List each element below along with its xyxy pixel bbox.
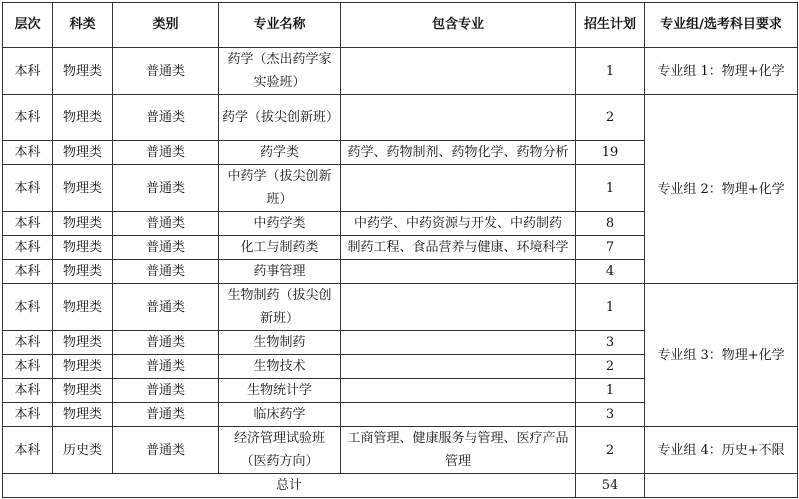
major-cell: 药学类 bbox=[219, 141, 341, 165]
level-cell: 本科 bbox=[3, 427, 53, 474]
header-includes: 包含专业 bbox=[341, 3, 576, 48]
subject-cell: 物理类 bbox=[53, 355, 113, 379]
major-cell: 药学（杰出药学家实验班） bbox=[219, 48, 341, 95]
total-row bbox=[3, 474, 798, 498]
includes-cell bbox=[341, 284, 576, 331]
level-cell: 本科 bbox=[3, 165, 53, 212]
group-cell: 专业组 3：物理+化学 bbox=[645, 284, 798, 427]
subject-cell: 物理类 bbox=[53, 165, 113, 212]
plan-cell: 2 bbox=[576, 355, 645, 379]
includes-cell bbox=[341, 355, 576, 379]
type-cell: 普通类 bbox=[113, 212, 219, 236]
level-cell: 本科 bbox=[3, 212, 53, 236]
includes-cell bbox=[341, 379, 576, 403]
admissions-table bbox=[2, 2, 798, 498]
total-empty bbox=[645, 474, 798, 498]
major-cell: 药事管理 bbox=[219, 260, 341, 284]
major-cell: 药学（拔尖创新班） bbox=[219, 95, 341, 141]
subject-cell: 物理类 bbox=[53, 48, 113, 95]
includes-cell bbox=[341, 331, 576, 355]
major-cell: 生物统计学 bbox=[219, 379, 341, 403]
subject-cell: 物理类 bbox=[53, 284, 113, 331]
includes-cell: 制药工程、食品营养与健康、环境科学 bbox=[341, 236, 576, 260]
header-major: 专业名称 bbox=[219, 3, 341, 48]
type-cell: 普通类 bbox=[113, 165, 219, 212]
plan-cell: 1 bbox=[576, 379, 645, 403]
includes-cell bbox=[341, 165, 576, 212]
plan-cell: 1 bbox=[576, 165, 645, 212]
header-level: 层次 bbox=[3, 3, 53, 48]
includes-cell: 药学、药物制剂、药物化学、药物分析 bbox=[341, 141, 576, 165]
major-cell: 生物技术 bbox=[219, 355, 341, 379]
subject-cell: 物理类 bbox=[53, 95, 113, 141]
table-row bbox=[3, 95, 798, 141]
level-cell: 本科 bbox=[3, 331, 53, 355]
includes-cell bbox=[341, 95, 576, 141]
type-cell: 普通类 bbox=[113, 355, 219, 379]
level-cell: 本科 bbox=[3, 236, 53, 260]
plan-cell: 2 bbox=[576, 95, 645, 141]
subject-cell: 物理类 bbox=[53, 141, 113, 165]
table-row bbox=[3, 48, 798, 95]
includes-cell bbox=[341, 403, 576, 427]
major-cell: 临床药学 bbox=[219, 403, 341, 427]
level-cell: 本科 bbox=[3, 355, 53, 379]
subject-cell: 物理类 bbox=[53, 236, 113, 260]
includes-cell bbox=[341, 260, 576, 284]
total-label: 总计 bbox=[3, 474, 576, 498]
level-cell: 本科 bbox=[3, 379, 53, 403]
table-row bbox=[3, 427, 798, 474]
type-cell: 普通类 bbox=[113, 379, 219, 403]
type-cell: 普通类 bbox=[113, 284, 219, 331]
group-cell: 专业组 4：历史+不限 bbox=[645, 427, 798, 474]
header-plan: 招生计划 bbox=[576, 3, 645, 48]
type-cell: 普通类 bbox=[113, 403, 219, 427]
plan-cell: 8 bbox=[576, 212, 645, 236]
level-cell: 本科 bbox=[3, 141, 53, 165]
group-cell: 专业组 1：物理+化学 bbox=[645, 48, 798, 95]
plan-cell: 4 bbox=[576, 260, 645, 284]
plan-cell: 3 bbox=[576, 331, 645, 355]
subject-cell: 物理类 bbox=[53, 379, 113, 403]
group-cell: 专业组 2：物理+化学 bbox=[645, 95, 798, 284]
total-value: 54 bbox=[576, 474, 645, 498]
plan-cell: 2 bbox=[576, 427, 645, 474]
type-cell: 普通类 bbox=[113, 48, 219, 95]
type-cell: 普通类 bbox=[113, 95, 219, 141]
type-cell: 普通类 bbox=[113, 260, 219, 284]
table-row bbox=[3, 284, 798, 331]
header-group: 专业组/选考科目要求 bbox=[645, 3, 798, 48]
type-cell: 普通类 bbox=[113, 141, 219, 165]
major-cell: 化工与制药类 bbox=[219, 236, 341, 260]
plan-cell: 7 bbox=[576, 236, 645, 260]
subject-cell: 历史类 bbox=[53, 427, 113, 474]
major-cell: 生物制药 bbox=[219, 331, 341, 355]
includes-cell: 工商管理、健康服务与管理、医疗产品管理 bbox=[341, 427, 576, 474]
level-cell: 本科 bbox=[3, 95, 53, 141]
subject-cell: 物理类 bbox=[53, 212, 113, 236]
type-cell: 普通类 bbox=[113, 331, 219, 355]
plan-cell: 3 bbox=[576, 403, 645, 427]
level-cell: 本科 bbox=[3, 284, 53, 331]
header-subject: 科类 bbox=[53, 3, 113, 48]
major-cell: 生物制药（拔尖创新班） bbox=[219, 284, 341, 331]
subject-cell: 物理类 bbox=[53, 331, 113, 355]
level-cell: 本科 bbox=[3, 48, 53, 95]
level-cell: 本科 bbox=[3, 260, 53, 284]
major-cell: 经济管理试验班（医药方向） bbox=[219, 427, 341, 474]
major-cell: 中药学（拔尖创新班） bbox=[219, 165, 341, 212]
type-cell: 普通类 bbox=[113, 427, 219, 474]
includes-cell: 中药学、中药资源与开发、中药制药 bbox=[341, 212, 576, 236]
plan-cell: 1 bbox=[576, 284, 645, 331]
plan-cell: 1 bbox=[576, 48, 645, 95]
subject-cell: 物理类 bbox=[53, 403, 113, 427]
includes-cell bbox=[341, 48, 576, 95]
level-cell: 本科 bbox=[3, 403, 53, 427]
plan-cell: 19 bbox=[576, 141, 645, 165]
header-type: 类别 bbox=[113, 3, 219, 48]
header-row bbox=[3, 3, 798, 48]
subject-cell: 物理类 bbox=[53, 260, 113, 284]
type-cell: 普通类 bbox=[113, 236, 219, 260]
major-cell: 中药学类 bbox=[219, 212, 341, 236]
